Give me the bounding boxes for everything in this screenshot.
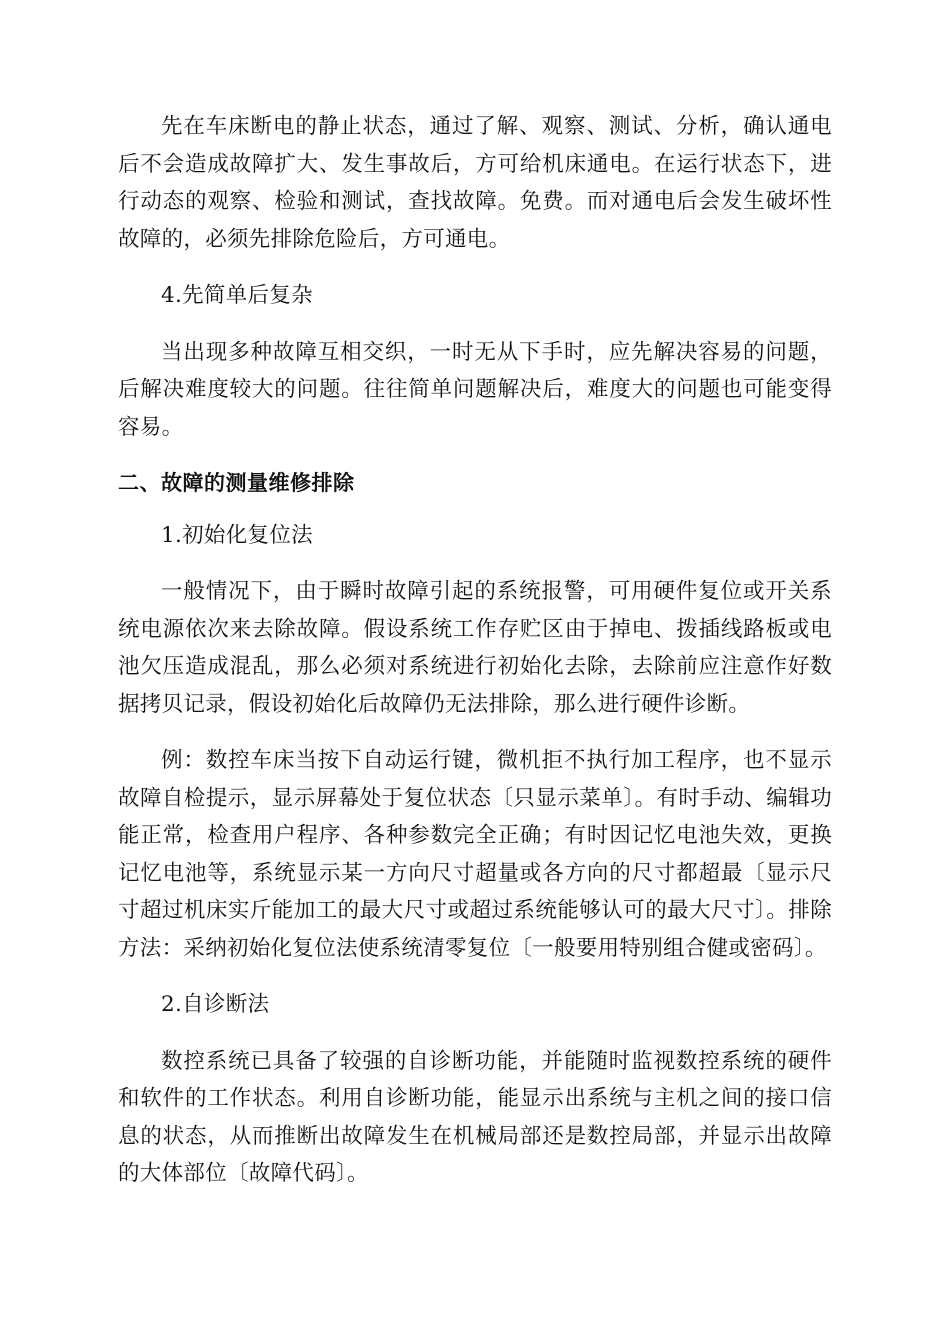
paragraph-simple-first: 当出现多种故障互相交织，一时无从下手时，应先解决容易的问题，后解决难度较大的问题。往往简单问题解决后，难度大的问题也可能变得容易。 — [118, 339, 832, 440]
subheading-init-reset: 1.初始化复位法 — [161, 522, 313, 548]
paragraph-init-reset: 一般情况下，由于瞬时故障引起的系统报警，可用硬件复位或开关系统电源依次来去除故障。假设系统工作存贮区由于掉电、拨插线路板或电池欠压造成混乱，那么必须对系统进行初始化去除，去除前应注意作好数据拷贝记录，假设初始化后故障仍无法排除，那么进行硬件诊断。 — [118, 579, 832, 717]
section-heading-fault-repair: 二、故障的测量维修排除 — [118, 471, 355, 495]
paragraph-self-diagnosis: 数控系统已具备了较强的自诊断功能，并能随时监视数控系统的硬件和软件的工作状态。利用自诊断功能，能显示出系统与主机之间的接口信息的状态，从而推断出故障发生在机械局部还是数控局部，并显示出故障的大体部位〔故障代码〕。 — [118, 1048, 832, 1186]
paragraph-example: 例：数控车床当按下自动运行键，微机拒不执行加工程序，也不显示故障自检提示，显示屏幕处于复位状态〔只显示菜单〕。有时手动、编辑功能正常，检查用户程序、各种参数完全正确；有时因记忆电池失效，更换记忆电池等，系统显示某一方向尺寸超量或各方向的尺寸都超最〔显示尺寸超过机床实斤能加工的最大尺寸或超过系统能够认可的最大尺寸〕。排除方法：采纳初始化复位法使系统清零复位〔一般要用特别组合健或密码〕。 — [118, 748, 832, 961]
subheading-simple-first: 4.先简单后复杂 — [161, 283, 313, 308]
paragraph-power-check: 先在车床断电的静止状态，通过了解、观察、测试、分析，确认通电后不会造成故障扩大、发生事故后，方可给机床通电。在运行状态下，进行动态的观察、检验和测试，查找故障。免费。而对通电后会发生破坏性故障的，必须先排除危险后，方可通电。 — [118, 114, 832, 252]
subheading-self-diagnosis: 2.自诊断法 — [161, 992, 270, 1017]
